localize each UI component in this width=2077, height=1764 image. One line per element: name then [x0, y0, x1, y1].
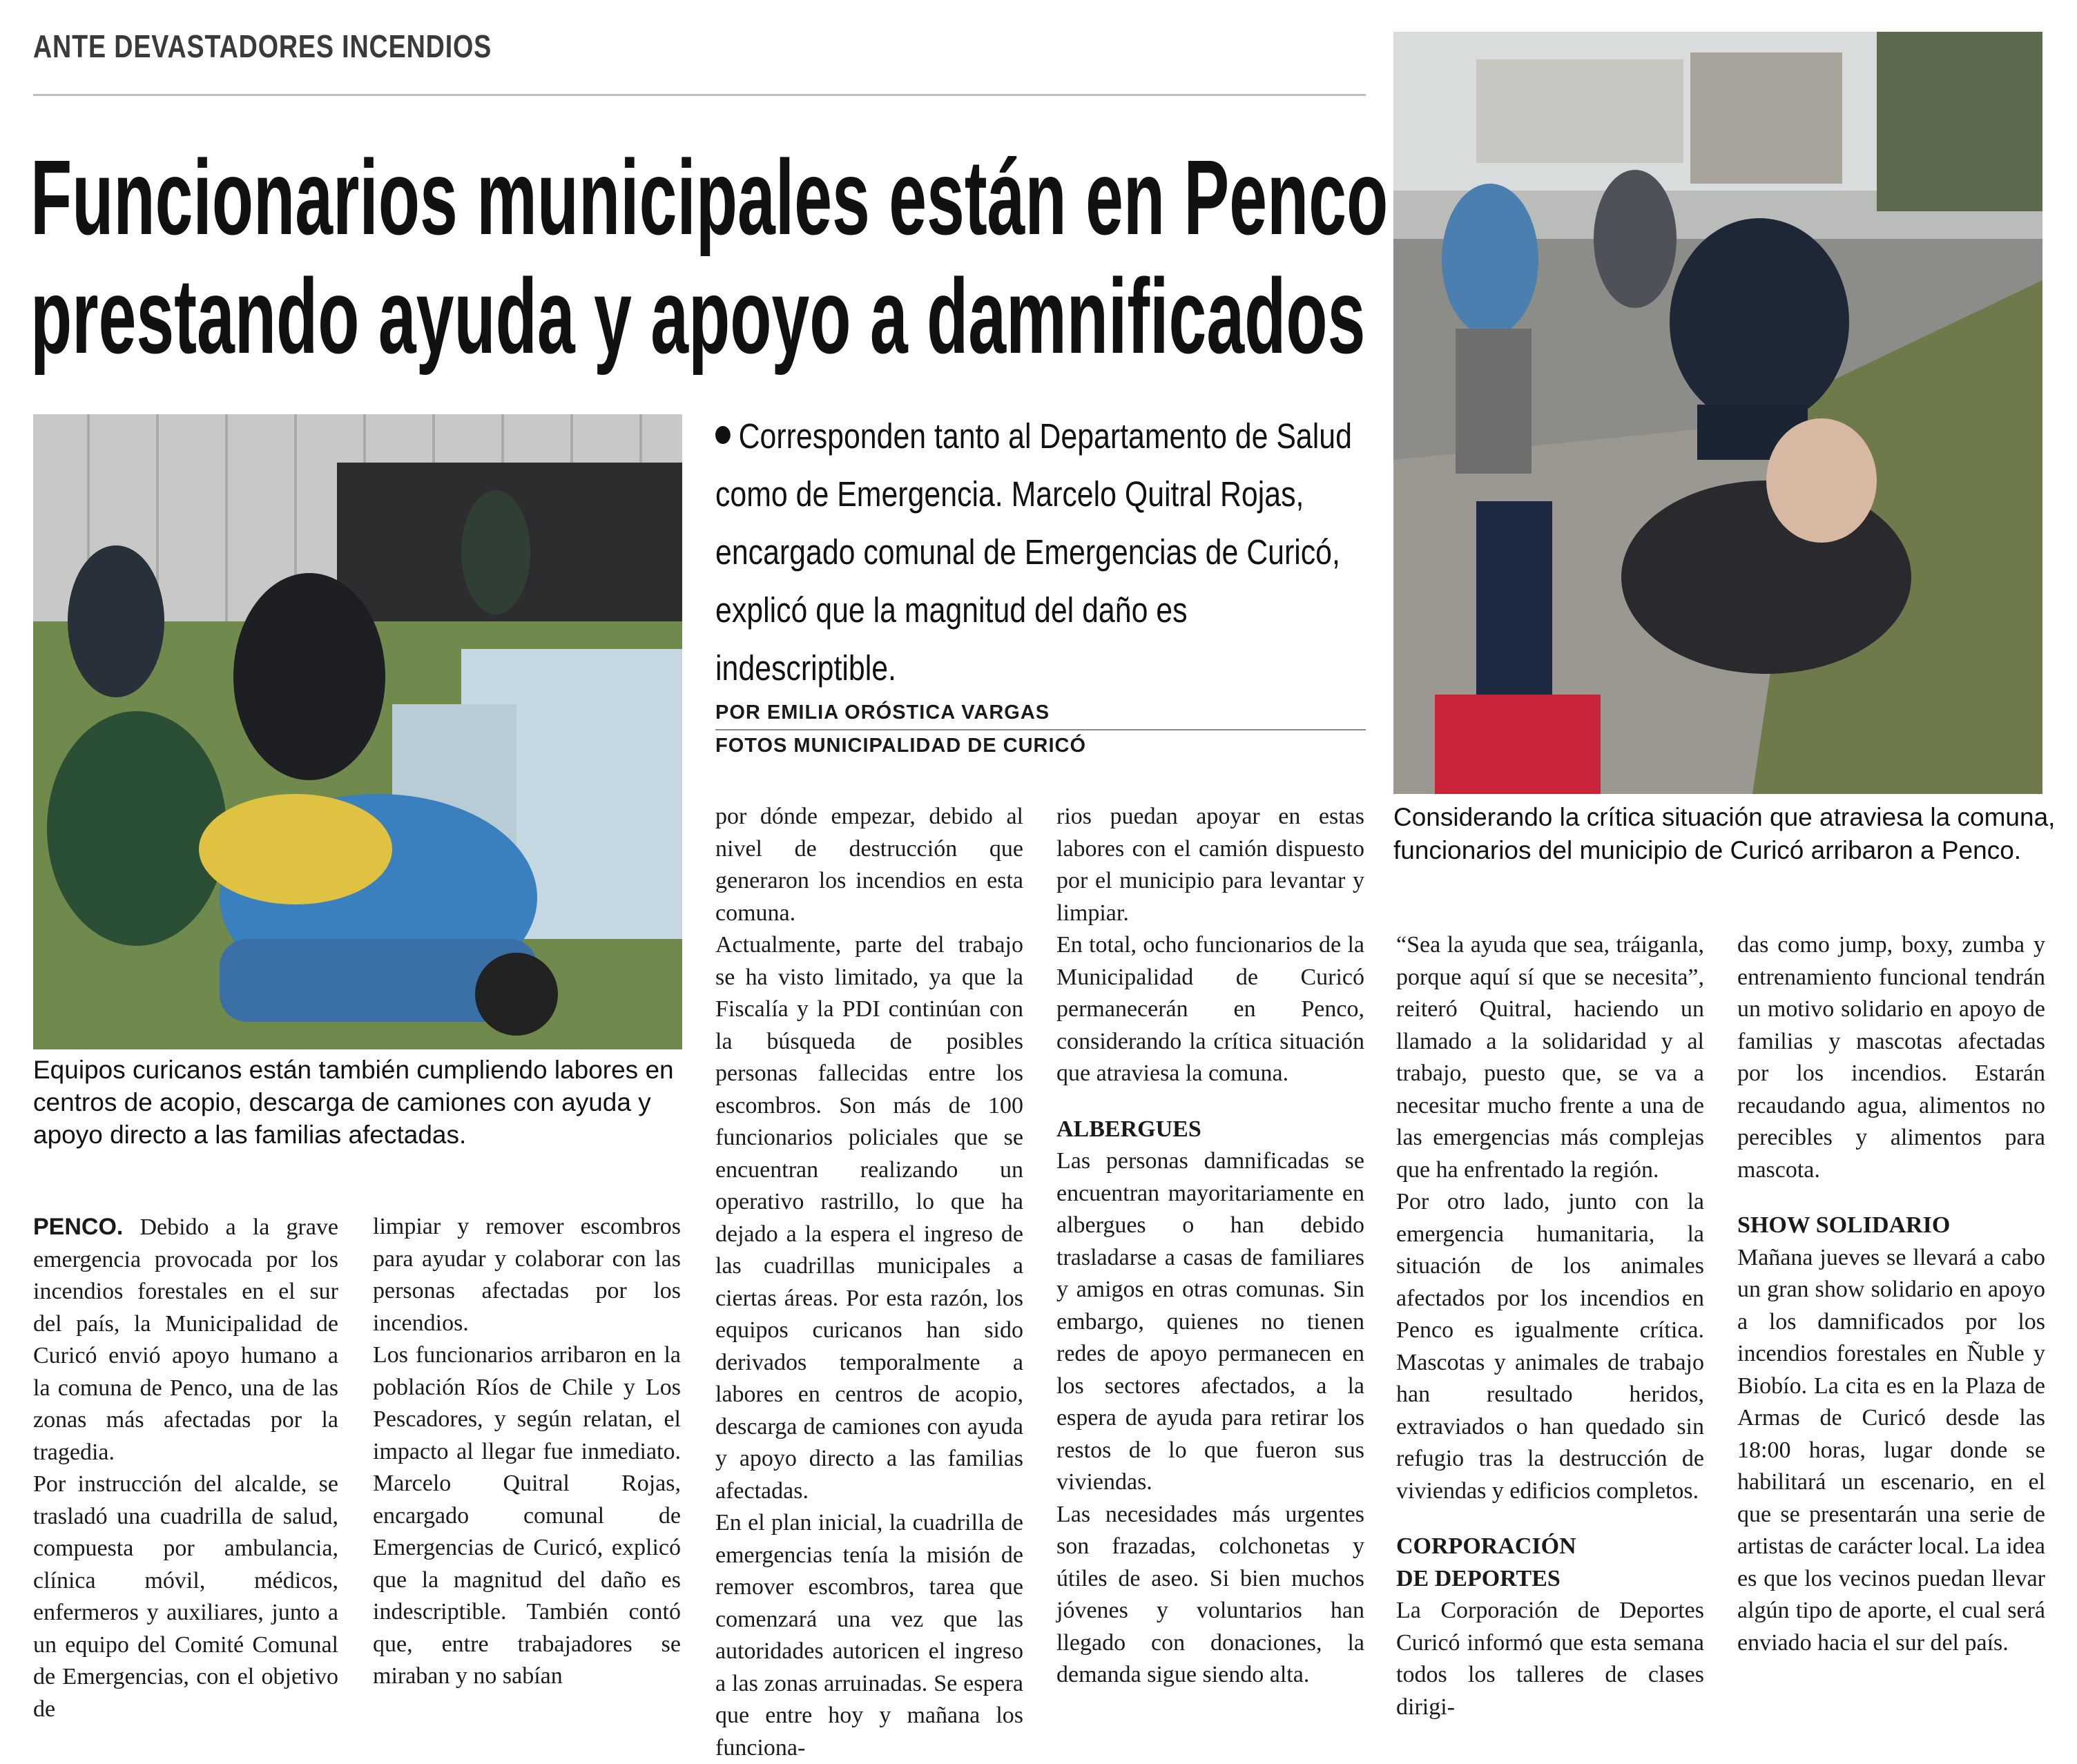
headline-line-2: prestando ayuda y apoyo a damnificados: [30, 257, 1366, 376]
body-paragraph: Las necesidades más urgentes son frazadas, colchonetas y útiles de aseo. Si bien muchos jóvenes y voluntarios han llegado con donaciones, la demanda sigue siendo alta.: [1056, 1501, 1364, 1687]
subhead-albergues: ALBERGUES: [1056, 1116, 1201, 1142]
body-paragraph: por dónde empezar, debido al nivel de destrucción que generaron los incendios en esta comuna.: [715, 804, 1023, 926]
body-column-6: [1737, 929, 2045, 1659]
byline-photos: FOTOS MUNICIPALIDAD DE CURICÓ: [715, 735, 1087, 757]
byline-author: POR EMILIA ORÓSTICA VARGAS: [715, 701, 1050, 724]
photo-medical-assistance: [1393, 32, 2042, 794]
body-paragraph: Los funcionarios arribaron en la población Ríos de Chile y Los Pescadores, y según relatan, el impacto al llegar fue inmediato. Marcelo Quitral Rojas, encargado comunal de Emergencias de Curicó, explicó que la magnitud del daño es indescriptible. También contó que, entre trabajadores se miraban y no sabían: [373, 1342, 681, 1689]
headline-line-1: Funcionarios municipales están en Penco: [30, 138, 1389, 257]
top-divider: [33, 94, 1366, 96]
photo-collection-center: [33, 414, 682, 1049]
body-paragraph: Por otro lado, junto con la emergencia humanitaria, la situación de los animales afectados por los incendios en Penco es igualmente crítica. Mascotas y animales de trabajo han resultado heridos, extraviados o han quedado sin refugio tras la destrucción de viviendas y edificios completos.: [1396, 1189, 1704, 1504]
body-paragraph: das como jump, boxy, zumba y entrenamiento funcional tendrán un motivo solidario en apoyo de familias y mascotas afectadas por los incendios. Estarán recaudando agua, alimentos no perecibles y alimentos para mascota.: [1737, 932, 2045, 1183]
body-column-3: [715, 801, 1023, 1764]
byline-divider: [715, 729, 1366, 730]
body-paragraph: Mañana jueves se llevará a cabo un gran show solidario en apoyo a los damnificados por los incendios forestales en Ñuble y Biobío. La cita es en la Plaza de Armas de Curicó desde las 18:00 horas, lugar donde se habilitará un escenario, en el que se presentarán una serie de artistas de carácter local. La idea es que los vecinos puedan llevar algún tipo de aporte, el cual será enviado hacia el sur del país.: [1737, 1244, 2045, 1656]
body-column-4: [1056, 801, 1364, 1692]
body-column-5: [1396, 929, 1704, 1723]
body-column-1: [33, 1211, 338, 1725]
body-paragraph: En total, ocho funcionarios de la Municipalidad de Curicó permanecerán en Penco, considerando la crítica situación que atraviesa la comuna.: [1056, 932, 1364, 1086]
body-paragraph: limpiar y remover escombros para ayudar y colaborar con las personas afectadas por los incendios.: [373, 1214, 681, 1336]
subhead-show-solidario: SHOW SOLIDARIO: [1737, 1212, 1951, 1238]
body-paragraph: “Sea la ayuda que sea, tráiganla, porque aquí sí que se necesita”, reiteró Quitral, haciendo un llamado a la solidaridad y al trabajo, puesto que, se va a necesitar mucho frente a una de las emergencias más complejas que ha enfrentado la región.: [1396, 932, 1704, 1183]
body-paragraph: Por instrucción del alcalde, se trasladó una cuadrilla de salud, compuesta por ambulancia, clínica móvil, médicos, enfermeros y auxiliares, junto a un equipo del Comité Comunal de Emergencias, con el objetivo de: [33, 1471, 338, 1722]
dateline: PENCO.: [33, 1214, 124, 1240]
lead-text: Corresponden tanto al Departamento de Salud como de Emergencia. Marcelo Quitral Rojas, encargado comunal de Emergencias de Curicó, explicó que la magnitud del daño es indescriptible.: [715, 416, 1352, 688]
body-paragraph: Actualmente, parte del trabajo se ha visto limitado, ya que la Fiscalía y la PDI continúan con la búsqueda de posibles personas fallecidas entre los escombros. Son más de 100 funcionarios policiales que se encuentran realizando un operativo rastrillo, lo que ha dejado a la espera el ingreso de las cuadrillas municipales a ciertas áreas. Por esta razón, los equipos curicanos han sido derivados temporalmente a labores en centros de acopio, descarga de camiones con ayuda y apoyo directo a las familias afectadas.: [715, 932, 1023, 1504]
right-photo-caption: Considerando la crítica situación que atraviesa la comuna, funcionarios del municipio de Curicó arribaron a Penco.: [1393, 803, 2056, 864]
body-text: Debido a la grave emergencia provocada por los incendios forestales en el sur del país, la Municipalidad de Curicó envió apoyo humano a la comuna de Penco, una de las zonas más afectadas por la tragedia.: [33, 1214, 338, 1465]
body-paragraph: [33, 1211, 338, 1469]
lead-paragraph: [715, 407, 1371, 697]
body-column-2: [373, 1211, 681, 1693]
body-paragraph: Las personas damnificadas se encuentran mayoritariamente en albergues o han debido trasladarse a casas de familiares y amigos en otras comunas. Sin embargo, quienes no tienen redes de apoyo permanecen en los sectores afectados, a la espera de ayuda para retirar los restos de lo que fueron sus viviendas.: [1056, 1148, 1364, 1495]
body-paragraph: La Corporación de Deportes Curicó informó que esta semana todos los talleres de clases dirigi-: [1396, 1598, 1704, 1720]
subhead-corporacion-deportes: CORPORACIÓN DE DEPORTES: [1396, 1533, 1576, 1591]
section-kicker: ANTE DEVASTADORES INCENDIOS: [33, 28, 492, 64]
bullet-icon: [715, 426, 731, 444]
left-photo-caption: Equipos curicanos están también cumpliendo labores en centros de acopio, descarga de camiones con ayuda y apoyo directo a las familias afectadas.: [33, 1056, 674, 1149]
body-paragraph: rios puedan apoyar en estas labores con el camión dispuesto por el municipio para levantar y limpiar.: [1056, 804, 1364, 926]
headline: [30, 138, 1388, 376]
body-paragraph: En el plan inicial, la cuadrilla de emergencias tenía la misión de remover escombros, tarea que comenzará una vez que las autoridades autoricen el ingreso a las zonas arruinadas. Se espera que entre hoy y mañana los funciona-: [715, 1510, 1023, 1761]
